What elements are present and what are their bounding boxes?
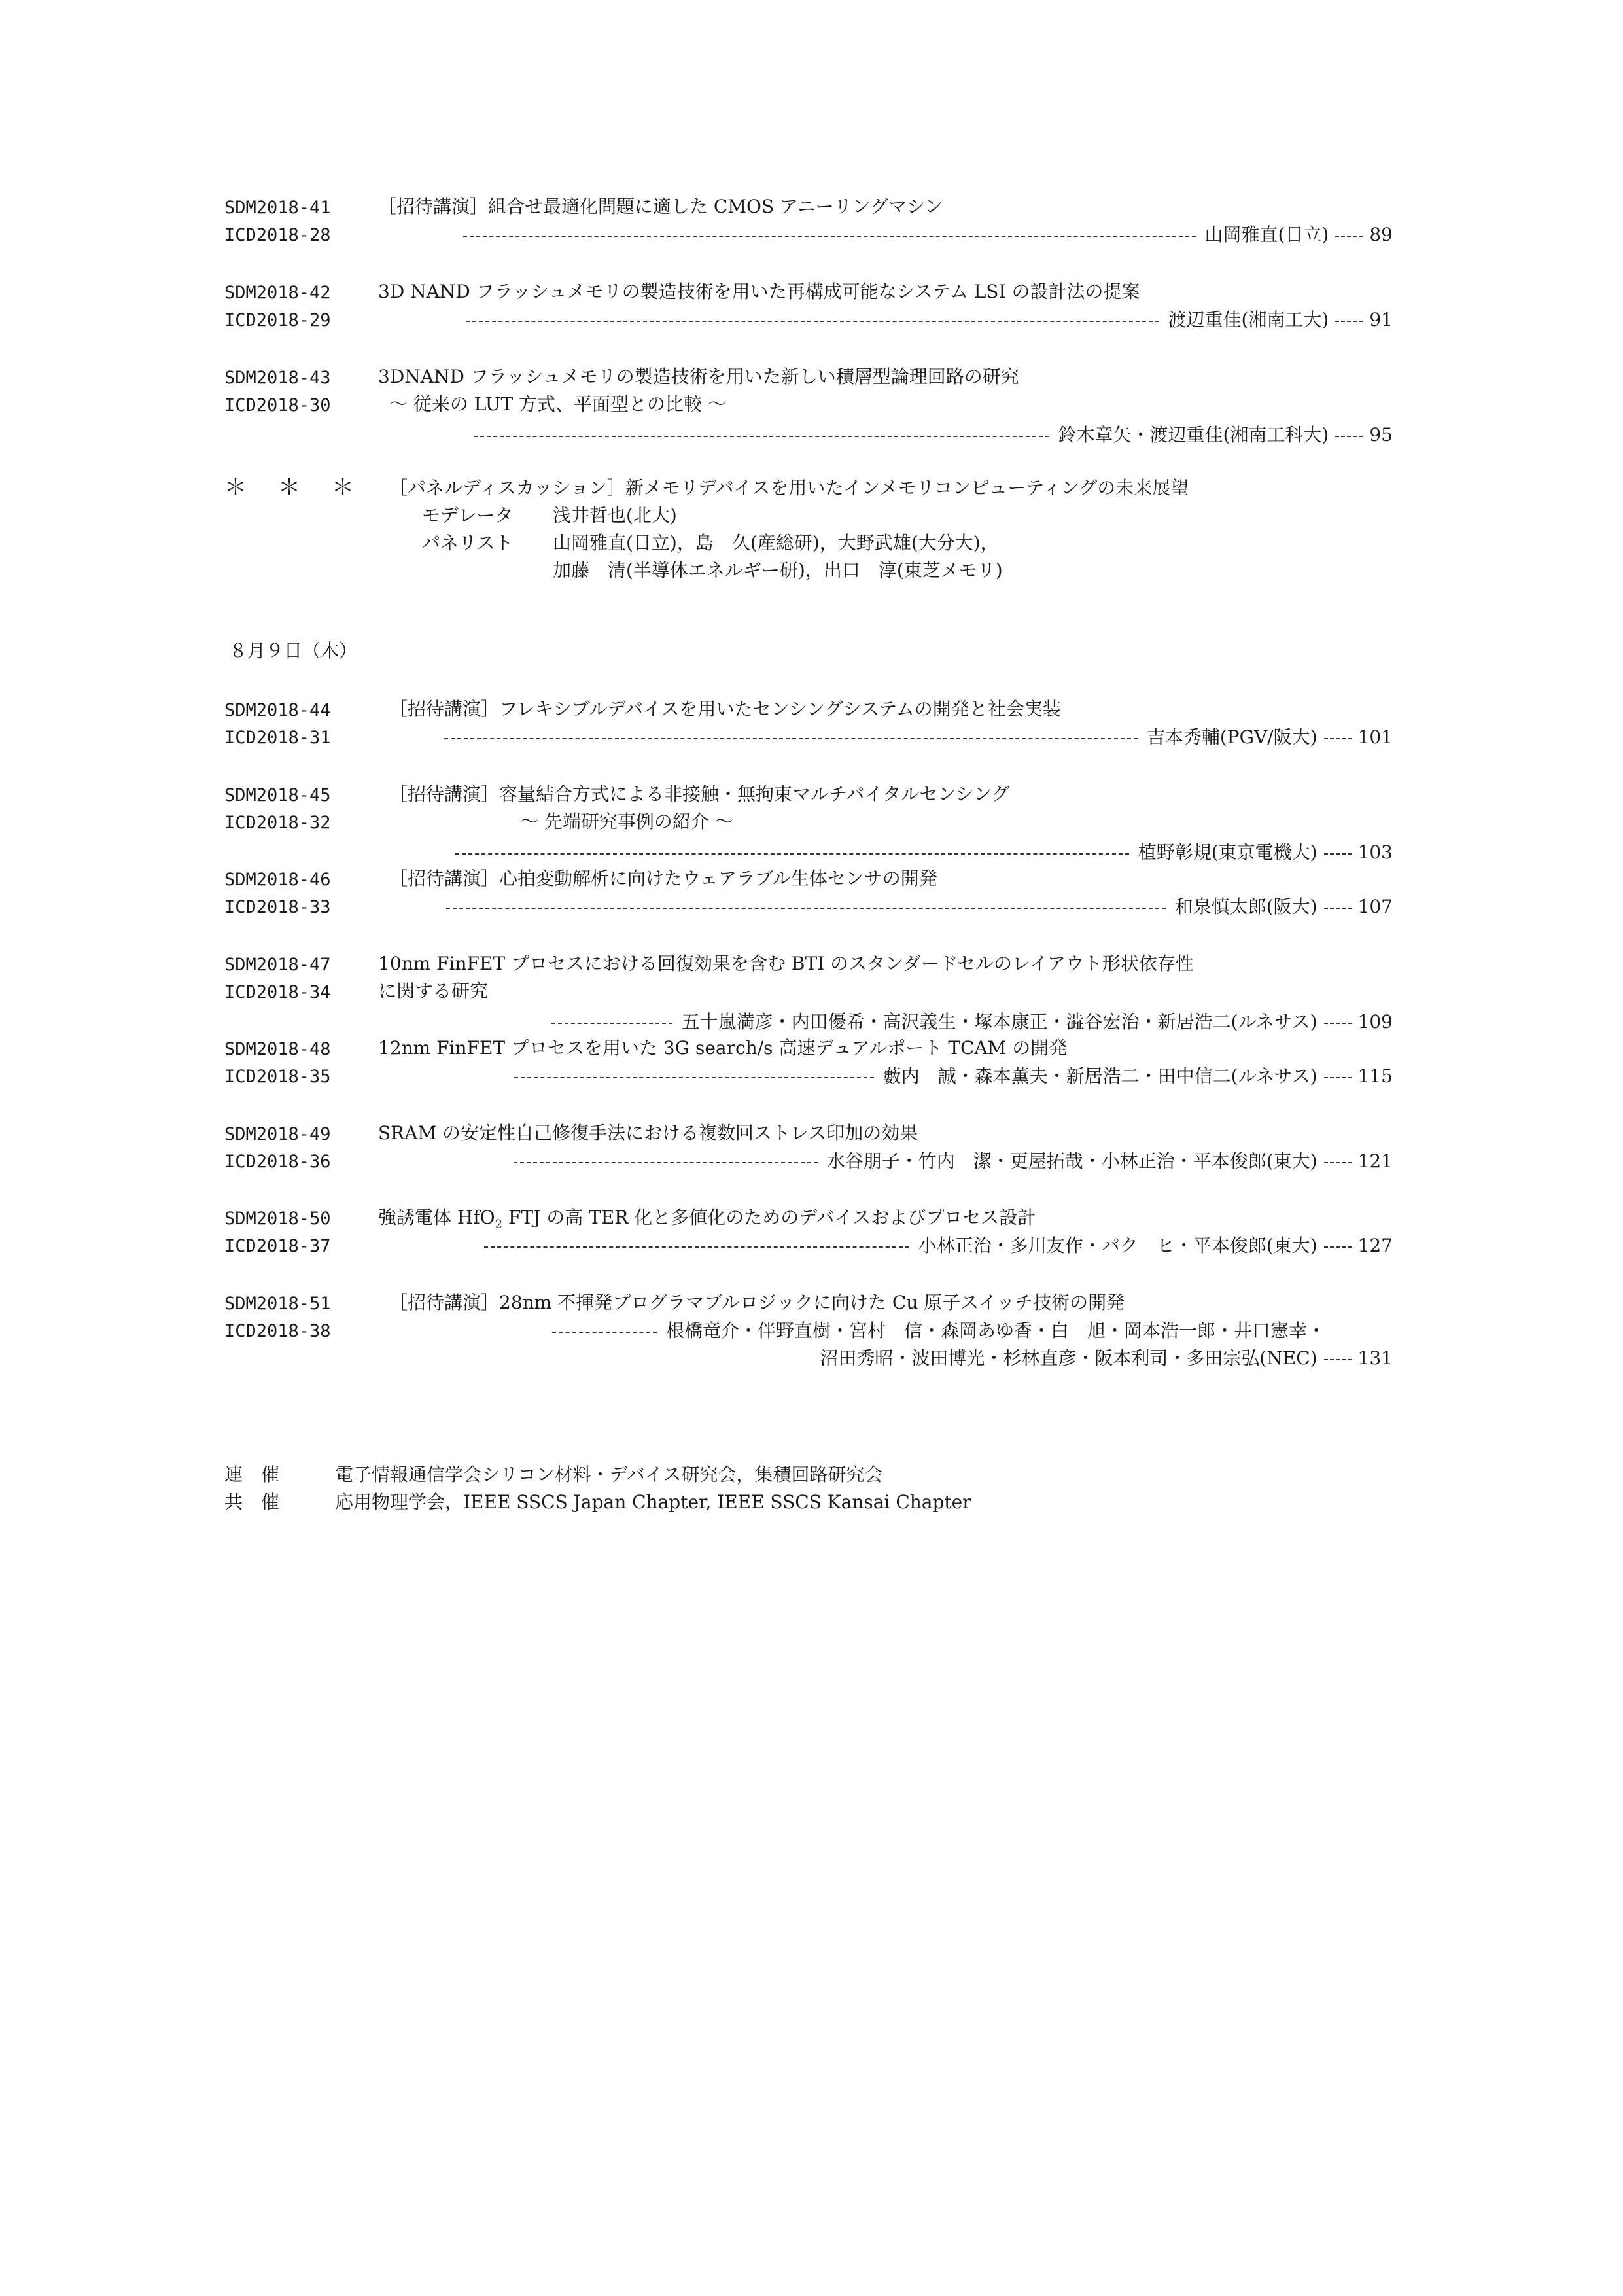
- entry-code-icd: ICD2018-31: [224, 728, 331, 748]
- entry-title: 3DNAND フラッシュメモリの製造技術を用いた新しい積層型論理回路の研究: [378, 366, 1019, 387]
- panel-panelist-label: パネリスト: [422, 532, 514, 554]
- title-text-pre: 強誘電体 HfO: [378, 1207, 495, 1228]
- entry-authors: 和泉慎太郎(阪大): [1174, 896, 1318, 917]
- entry-code-sdm: SDM2018-42: [224, 283, 331, 303]
- panel-panelists-2: 加藤 清(半導体エネルギー研)，出口 淳(東芝メモリ): [553, 559, 1003, 581]
- entry-title: 3D NAND フラッシュメモリの製造技術を用いた再構成可能なシステム LSI の設計法の提案: [378, 281, 1140, 302]
- entry-code-icd: ICD2018-29: [224, 310, 331, 330]
- entry-authors: 渡辺重佳(湘南工大): [1168, 309, 1329, 330]
- entry-title: 12nm FinFET プロセスを用いた 3G search/s 高速デュアルポート TCAM の開発: [378, 1037, 1068, 1059]
- panel-moderator-label: モデレータ: [422, 504, 514, 526]
- entry-title: 10nm FinFET プロセスにおける回復効果を含む BTI のスタンダードセルのレイアウト形状依存性: [378, 953, 1194, 974]
- entry-code-sdm: SDM2018-45: [224, 785, 331, 805]
- entry-leader: [444, 724, 1393, 751]
- entry-code-sdm: SDM2018-46: [224, 870, 331, 890]
- entry-authors: 吉本秀輔(PGV/阪大): [1146, 726, 1318, 748]
- entry-leader: [463, 222, 1393, 248]
- entry-code-icd: ICD2018-34: [224, 982, 331, 1002]
- entry-title: ［招待講演］28nm 不揮発プログラマブルロジックに向けた Cu 原子スイッチ技術の開発: [389, 1292, 1125, 1313]
- entry-authors: 小林正治・多川友作・パク ヒ・平本俊郎(東大): [918, 1235, 1318, 1256]
- panel-moderator: 浅井哲也(北大): [553, 504, 677, 526]
- entry-authors: 五十嵐満彦・内田優希・高沢義生・塚本康正・澁谷宏治・新居浩二(ルネサス): [681, 1011, 1318, 1033]
- entry-title: ［招待講演］心拍変動解析に向けたウェアラブル生体センサの開発: [389, 868, 937, 889]
- panel-stars: ＊＊＊: [224, 474, 385, 501]
- entry-leader: [446, 894, 1393, 920]
- entry-title: ［招待講演］フレキシブルデバイスを用いたセンシングシステムの開発と社会実装: [389, 698, 1061, 720]
- entry-code-sdm: SDM2018-51: [224, 1294, 331, 1314]
- entry-code-sdm: SDM2018-47: [224, 955, 331, 975]
- entry-code-sdm: SDM2018-49: [224, 1124, 331, 1144]
- entry-authors-cont: 沼田秀昭・波田博光・杉林直彦・阪本利司・多田宗弘(NEC): [820, 1347, 1318, 1369]
- entry-page: 127: [1357, 1235, 1393, 1256]
- entry-page: 89: [1369, 224, 1393, 245]
- entry-page: 107: [1357, 896, 1393, 917]
- entry-code-sdm: SDM2018-50: [224, 1209, 331, 1229]
- entry-code-icd: ICD2018-37: [224, 1236, 331, 1256]
- entry-code-icd: ICD2018-38: [224, 1321, 331, 1341]
- entry-page: 101: [1357, 726, 1393, 748]
- entry-leader: [484, 1233, 1393, 1259]
- entry-leader: [552, 1318, 1325, 1344]
- entry-page: 115: [1357, 1065, 1393, 1087]
- entry-leader: [551, 1009, 1393, 1035]
- entry-code-icd: ICD2018-33: [224, 897, 331, 917]
- host-label: 連 催: [224, 1464, 280, 1485]
- entry-leader: [466, 307, 1393, 333]
- entry-code-icd: ICD2018-30: [224, 395, 331, 415]
- title-subscript: 2: [495, 1217, 503, 1231]
- entry-leader: [514, 1063, 1393, 1089]
- entry-authors: 藪内 誠・森本薫夫・新居浩二・田中信二(ルネサス): [882, 1065, 1318, 1087]
- entry-code-sdm: SDM2018-43: [224, 368, 331, 388]
- entry-code-icd: ICD2018-28: [224, 225, 331, 245]
- entry-page: 95: [1369, 424, 1393, 446]
- entry-leader-cont: [820, 1345, 1393, 1371]
- entry-authors: 植野彰規(東京電機大): [1138, 841, 1318, 863]
- entry-title: ［招待講演］組合せ最適化問題に適した CMOS アニーリングマシン: [378, 196, 943, 217]
- cohost-label: 共 催: [224, 1491, 280, 1513]
- entry-authors: 鈴木章矢・渡辺重佳(湘南工科大): [1058, 424, 1329, 446]
- entry-leader: [455, 839, 1393, 866]
- entry-title: SRAM の安定性自己修復手法における複数回ストレス印加の効果: [378, 1122, 918, 1144]
- entry-subtitle: 〜 従来の LUT 方式、平面型との比較 〜: [389, 393, 726, 415]
- entry-page: 103: [1357, 841, 1393, 863]
- entry-leader: [474, 422, 1393, 448]
- entry-leader: [514, 1148, 1393, 1174]
- entry-authors: 根橋竜介・伴野直樹・宮村 信・森岡あゆ香・白 旭・岡本浩一郎・井口憲幸・: [665, 1320, 1325, 1341]
- host-text: 電子情報通信学会シリコン材料・デバイス研究会，集積回路研究会: [335, 1464, 883, 1485]
- entry-code-icd: ICD2018-35: [224, 1067, 331, 1087]
- entry-authors: 山岡雅直(日立): [1204, 224, 1329, 245]
- entry-page: 121: [1357, 1150, 1393, 1172]
- entry-code-sdm: SDM2018-44: [224, 700, 331, 720]
- cohost-text: 応用物理学会，IEEE SSCS Japan Chapter, IEEE SSCS Kansai Chapter: [335, 1491, 971, 1513]
- entry-code-sdm: SDM2018-41: [224, 198, 331, 218]
- title-text-post: FTJ の高 TER 化と多値化のためのデバイスおよびプロセス設計: [502, 1207, 1036, 1228]
- entry-title: ［招待講演］容量結合方式による非接触・無拘束マルチバイタルセンシング: [389, 783, 1010, 805]
- panel-title: ［パネルディスカッション］新メモリデバイスを用いたインメモリコンピューティングの未来展望: [389, 477, 1189, 499]
- entry-authors: 水谷朋子・竹内 潔・更屋拓哉・小林正治・平本俊郎(東大): [826, 1150, 1318, 1172]
- entry-code-icd: ICD2018-36: [224, 1152, 331, 1172]
- entry-page: 131: [1357, 1347, 1393, 1369]
- entry-page: 91: [1369, 309, 1393, 330]
- entry-subtitle: 〜 先端研究事例の紹介 〜: [520, 811, 733, 832]
- entry-code-sdm: SDM2018-48: [224, 1039, 331, 1059]
- entry-page: 109: [1357, 1011, 1393, 1033]
- entry-title-cont: に関する研究: [378, 980, 489, 1002]
- session-date: ８月９日（木）: [229, 640, 358, 662]
- panel-panelists-1: 山岡雅直(日立)，島 久(産総研)，大野武雄(大分大)，: [553, 532, 999, 554]
- entry-code-icd: ICD2018-32: [224, 813, 331, 833]
